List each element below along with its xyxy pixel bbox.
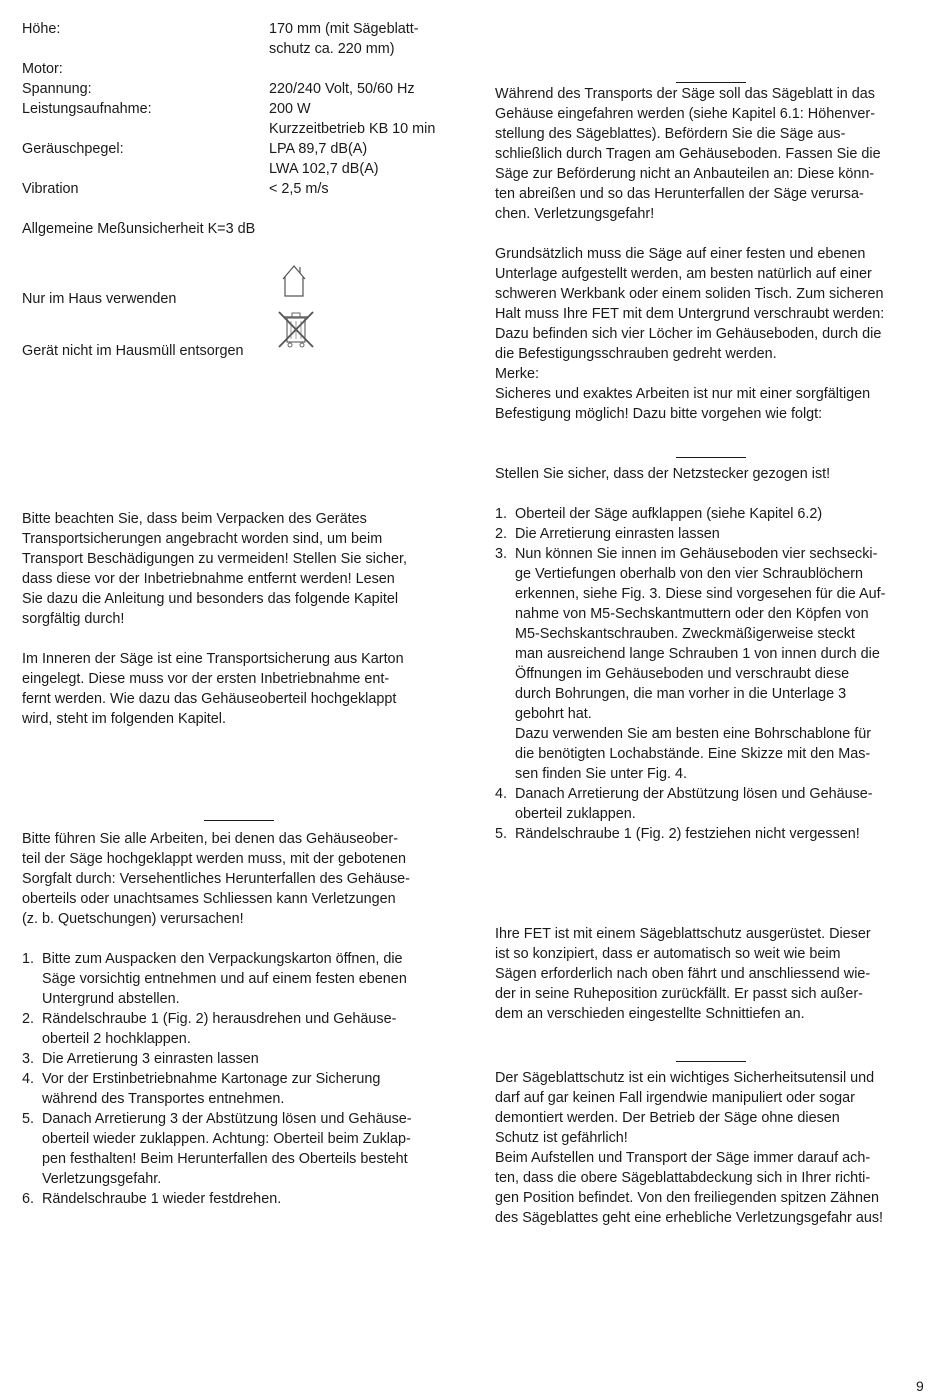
unplug-warning: Stellen Sie sicher, dass der Netzstecker gezogen ist! (495, 466, 831, 482)
spec-label: Höhe: (22, 21, 61, 37)
cardboard-lock-paragraph: Im Inneren der Säge ist eine Transportsicherung aus Karton eingelegt. Diese muss vor der ersten Inbetriebnahme ent- fernt werden. Wie dazu das Gehäuseoberteil hochgeklappt wird, steht im folgenden Kapitel. (22, 651, 404, 727)
setup-paragraph: Grundsätzlich muss die Säge auf einer festen und ebenen Unterlage aufgestellt werden, am besten natürlich auf einer schweren Werkbank oder einem soliden Tisch. Zum sicheren Halt muss Ihre FET mit dem Untergrund verschraubt werden: Dazu befinden sich vier Löcher im Gehäuseboden, durch die die Befestigungsschrauben gedreht werden. Merke: Sicheres und exaktes Arbeiten ist nur mit einer sorgfältigen Befestigung möglich! Dazu bitte vorgehen wie folgt: (495, 246, 885, 422)
list-item: 1. Oberteil der Säge aufklappen (siehe Kapitel 6.2) (495, 506, 823, 522)
list-item: 2. Rändelschraube 1 (Fig. 2) herausdrehen und Gehäuse- oberteil 2 hochklappen. (22, 1011, 397, 1047)
spec-label: Spannung: (22, 81, 92, 97)
caution-paragraph: Bitte führen Sie alle Arbeiten, bei denen das Gehäuseober- teil der Säge hochgeklappt werden muss, mit der gebotenen Sorgfalt durch: Versehentliches Herunterfallen des Gehäuse- oberteils oder unachtsames Schliessen kann Verletzungen (z. b. Quetschungen) verursachen! (22, 831, 410, 927)
unpacking-steps (22, 949, 462, 1209)
blade-guard-paragraph: Ihre FET ist mit einem Sägeblattschutz ausgerüstet. Dieser ist so konzipiert, dass er automatisch so weit wie beim Sägen erforderlich nach oben fährt und anschliessend wie- der in seine Ruheposition zurückfällt. Er passt sich außer- dem an verschieden eingestellte Schnittiefen an. (495, 926, 871, 1022)
left-column (22, 19, 462, 1209)
spec-row (22, 59, 462, 79)
spec-row (22, 79, 462, 99)
spec-row (22, 159, 462, 179)
indoor-use-label: Nur im Haus verwenden (22, 291, 177, 307)
spec-row (22, 99, 462, 119)
spec-value: < 2,5 m/s (269, 181, 329, 197)
spec-value: 200 W (269, 101, 311, 117)
blade-guard-warning: Der Sägeblattschutz ist ein wichtiges Sicherheitsutensil und darf auf gar keinen Fall irgendwie manipuliert oder sogar demontiert werden. Der Betrieb der Säge ohne diesen Schutz ist gefährlich! Beim Aufstellen und Transport der Säge immer darauf ach- ten, dass die obere Sägeblattabdeckung sich in Ihrer richti- gen Position befindet. Von den freiliegenden spitzen Zähnen des Sägeblattes geht eine erhebliche Verletzungsgefahr aus! (495, 1070, 884, 1226)
spec-label: Leistungsaufnahme: (22, 101, 152, 117)
list-item: 5. Rändelschraube 1 (Fig. 2) festziehen nicht vergessen! (495, 826, 860, 842)
list-item: 4. Vor der Erstinbetriebnahme Kartonage zur Sicherung während des Transportes entnehmen. (22, 1071, 381, 1107)
spec-value: schutz ca. 220 mm) (269, 41, 395, 57)
spec-table (22, 19, 462, 199)
spec-value: Kurzzeitbetrieb KB 10 min (269, 121, 436, 137)
list-item: 3. Die Arretierung 3 einrasten lassen (22, 1051, 259, 1067)
list-item: 3. Nun können Sie innen im Gehäuseboden vier sechsecki- ge Vertiefungen oberhalb von den vier Schraublöchern erkennen, siehe Fig. 3. Diese sind vorgesehen für die Auf- nahme von M5-Sechskantmuttern oder den Köpfen von M5-Sechskantschrauben. Zweckmäßigerweise steckt man ausreichend lange Schrauben 1 von innen durch die Öffnungen im Gehäuseboden und verschraubt diese durch Bohrungen, die man vorher in die Unterlage 3 gebohrt hat. Dazu verwenden Sie am besten eine Bohrschablone für die benötigten Lochabstände. Eine Skizze mit den Mas- sen finden Sie unter Fig. 4. (495, 546, 886, 782)
transport-lock-intro: Bitte beachten Sie, dass beim Verpacken des Gerätes Transportsicherungen angebracht worden sind, um beim Transport Beschädigungen zu vermeiden! Stellen Sie sicher, dass diese vor der Inbetriebnahme entfernt werden! Lesen Sie dazu die Anleitung und besonders das folgende Kapitel sorgfältig durch! (22, 511, 408, 627)
spec-row (22, 139, 462, 159)
crossed-bin-icon (276, 309, 316, 357)
list-item: 2. Die Arretierung einrasten lassen (495, 526, 720, 542)
transport-paragraph: Während des Transports der Säge soll das Sägeblatt in das Gehäuse eingefahren werden (siehe Kapitel 6.1: Höhenver- stellung des Sägeblattes). Befördern Sie die Säge aus- schließlich durch Tragen am Gehäuseboden. Fassen Sie die Säge zur Beförderung nicht an Anbauteilen an: Diese könn- ten abreißen und so das Herunterfallen der Säge verursa- chen. Verletzungsgefahr! (495, 86, 881, 222)
right-column (495, 82, 931, 1228)
mounting-steps (495, 504, 931, 844)
spec-value: LPA 89,7 dB(A) (269, 141, 368, 157)
disposal-label: Gerät nicht im Hausmüll entsorgen (22, 343, 244, 359)
measurement-uncertainty: Allgemeine Meßunsicherheit K=3 dB (22, 221, 256, 237)
spec-label: Motor: (22, 61, 63, 77)
page-number: 9 (916, 1378, 924, 1394)
spec-row (22, 179, 462, 199)
spec-value: 220/240 Volt, 50/60 Hz (269, 81, 415, 97)
spec-row (22, 119, 462, 139)
list-item: 6. Rändelschraube 1 wieder festdrehen. (22, 1191, 282, 1207)
spec-value: 170 mm (mit Sägeblatt- (269, 21, 419, 37)
spec-label: Geräuschpegel: (22, 141, 124, 157)
spec-value: LWA 102,7 dB(A) (269, 161, 379, 177)
house-icon (280, 263, 308, 305)
spec-row (22, 19, 462, 39)
disposal-row (22, 341, 462, 361)
indoor-use-row (22, 289, 462, 309)
list-item: 4. Danach Arretierung der Abstützung lösen und Gehäuse- oberteil zuklappen. (495, 786, 873, 822)
list-item: 1. Bitte zum Auspacken den Verpackungskarton öffnen, die Säge vorsichtig entnehmen und auf einem festen ebenen Untergrund abstellen. (22, 951, 407, 1007)
list-item: 5. Danach Arretierung 3 der Abstützung lösen und Gehäuse- oberteil wieder zuklappen. Achtung: Oberteil beim Zuklap- pen festhalten! Beim Herunterfallen des Oberteils besteht Verletzungsgefahr. (22, 1111, 412, 1187)
spec-label: Vibration (22, 181, 79, 197)
spec-row (22, 39, 462, 59)
